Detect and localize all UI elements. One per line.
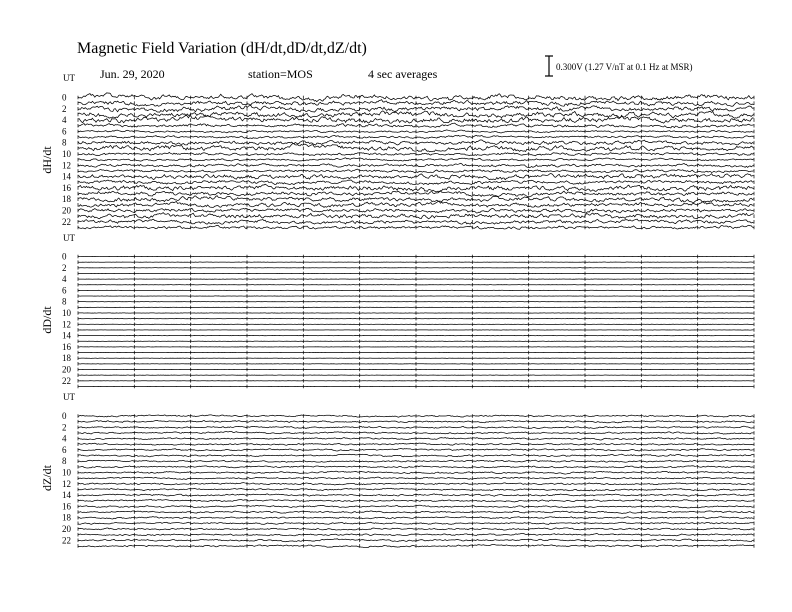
ut-hour-label: 6 [62,444,67,455]
ut-hour-label: 6 [62,126,67,137]
ut-hour-label: 0 [62,411,67,421]
ut-hour-label: 16 [62,182,71,193]
ut-axis-label: UT [63,233,75,243]
header-averaging: 4 sec averages [368,67,438,81]
panel-dH-dt [40,73,754,229]
ut-hour-label: 18 [62,194,71,205]
ut-hour-label: 6 [62,285,67,296]
ut-hour-label: 18 [62,353,71,364]
panel-dZ-dt [40,392,754,548]
ut-hour-label: 10 [62,467,71,478]
y-axis-label: dZ/dt [40,465,54,491]
ut-hour-label: 16 [62,501,71,512]
ut-hour-label: 10 [62,308,71,318]
ut-hour-label: 2 [62,103,67,114]
ut-hour-label: 14 [62,490,71,501]
ut-hour-label: 8 [62,137,67,148]
ut-hour-label: 14 [62,171,71,182]
y-axis-label: dH/dt [40,146,54,174]
ut-hour-label: 20 [62,205,71,216]
header-date: Jun. 29, 2020 [100,67,165,81]
ut-hour-label: 2 [62,262,67,273]
ut-hour-label: 0 [62,251,67,262]
ut-hour-label: 20 [62,364,71,375]
header-station: station=MOS [248,67,313,81]
ut-hour-label: 22 [62,375,71,386]
ut-hour-label: 4 [62,274,67,285]
ut-hour-label: 2 [62,422,67,433]
ut-hour-label: 22 [62,216,71,227]
ut-hour-label: 8 [62,296,67,307]
ut-hour-label: 12 [62,478,71,489]
ut-hour-label: 10 [62,149,71,159]
ut-hour-label: 4 [62,433,67,444]
ut-hour-label: 12 [62,319,71,330]
ut-hour-label: 8 [62,456,67,467]
ut-hour-label: 12 [62,160,71,171]
ut-hour-label: 4 [62,115,67,126]
figure-title: Magnetic Field Variation (dH/dt,dD/dt,dZ/dt) [77,40,367,57]
panel-dD-dt [40,233,754,388]
ut-axis-label: UT [63,73,75,83]
ut-hour-label: 0 [62,92,67,103]
ut-hour-label: 14 [62,330,71,341]
ut-axis-label: UT [63,392,75,402]
y-axis-label: dD/dt [40,306,54,334]
ut-hour-label: 22 [62,535,71,546]
ut-hour-label: 20 [62,524,71,534]
ut-hour-label: 16 [62,341,71,352]
ut-hour-label: 18 [62,512,71,523]
scale-note: 0.300V (1.27 V/nT at 0.1 Hz at MSR) [556,62,693,72]
scale-bar [545,56,693,76]
